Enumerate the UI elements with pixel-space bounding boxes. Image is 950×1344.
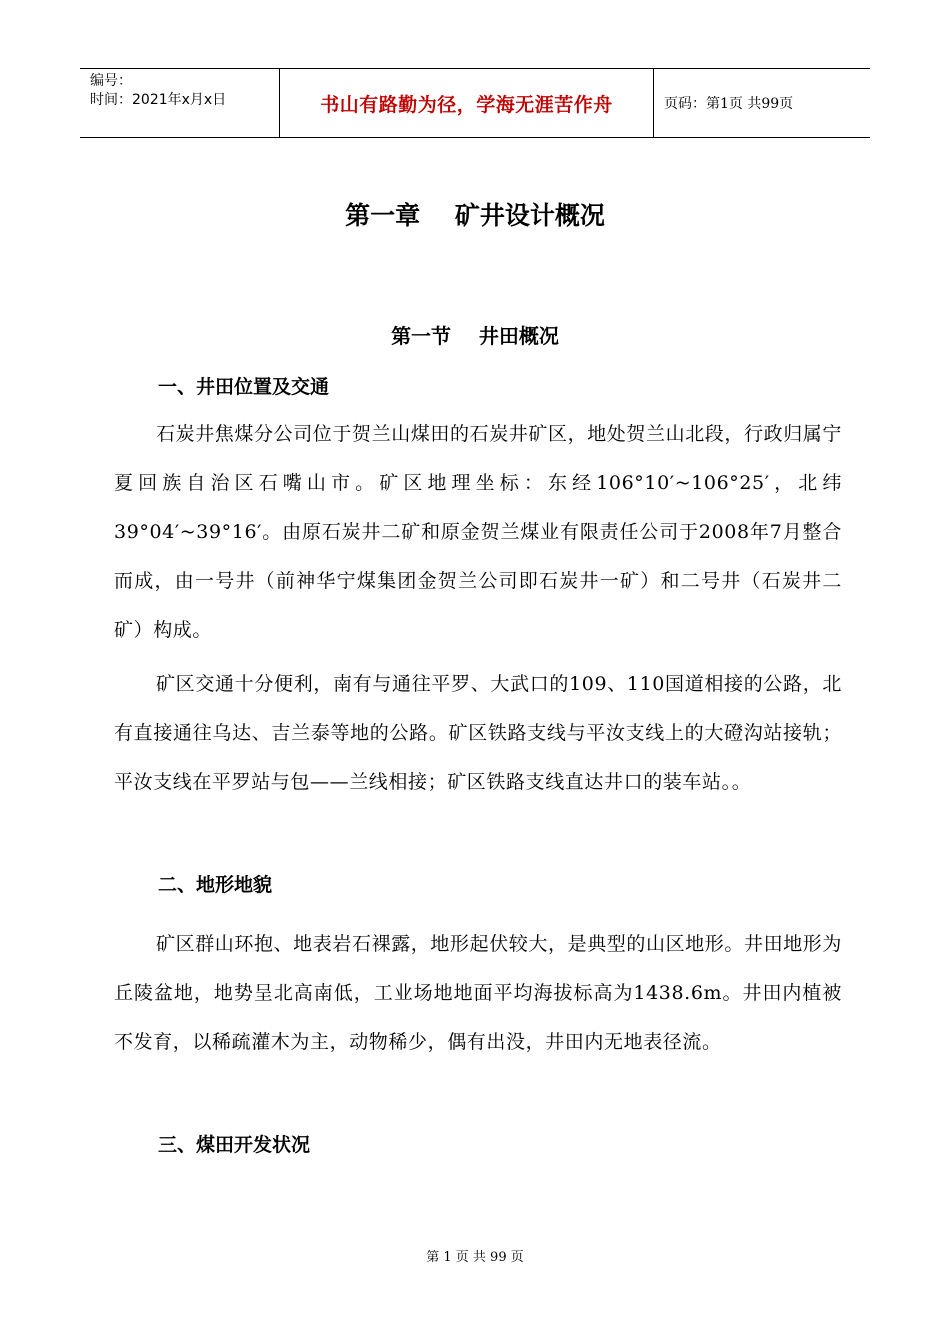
paragraph-transport: 矿区交通十分便利，南有与通往平罗、大武口的109、110国道相接的公路，北有直接通往乌达、吉兰泰等地的公路。矿区铁路支线与平汝支线上的大磴沟站接轨；平汝支线在平罗站与包——兰线相接；矿区铁路支线直达井口的装车站。。 [114,673,842,793]
header-meta [80,69,280,137]
document-header [80,68,870,138]
page-footer: 第 1 页 共 99 页 [426,1250,524,1265]
subsection-heading-location: 一、井田位置及交通 [158,376,330,398]
paragraph-location: 石炭井焦煤分公司位于贺兰山煤田的石炭井矿区，地处贺兰山北段，行政归属宁夏回族自治区石嘴山市。矿区地理坐标：东经106°10′~106°25′，北纬39°04′~39°16′。由原石炭井二矿和原金贺兰煤业有限责任公司于2008年7月整合而成，由一号井（前神华宁煤集团金贺兰公司即石炭井一矿）和二号井（石炭井二矿）构成。 [114,423,843,641]
chapter-title: 第一章 矿井设计概况 [345,201,605,230]
header-motto: 书山有路勤为径，学海无涯苦作舟 [280,69,654,137]
subsection-heading-terrain: 二、地形地貌 [158,874,273,896]
subsection-heading-development: 三、煤田开发状况 [158,1134,311,1156]
header-page-info: 页码：第1页 共99页 [664,96,794,112]
time-label: 时间：2021年x月x日 [90,92,227,108]
section-title: 第一节 井田概况 [391,324,559,348]
paragraph-terrain: 矿区群山环抱、地表岩石裸露，地形起伏较大，是典型的山区地形。井田地形为丘陵盆地，地势呈北高南低，工业场地地面平均海拔标高为1438.6m。井田内植被不发育，以稀疏灌木为主，动物稀少，偶有出没，井田内无地表径流。 [114,933,843,1053]
number-label: 编号： [90,73,132,89]
